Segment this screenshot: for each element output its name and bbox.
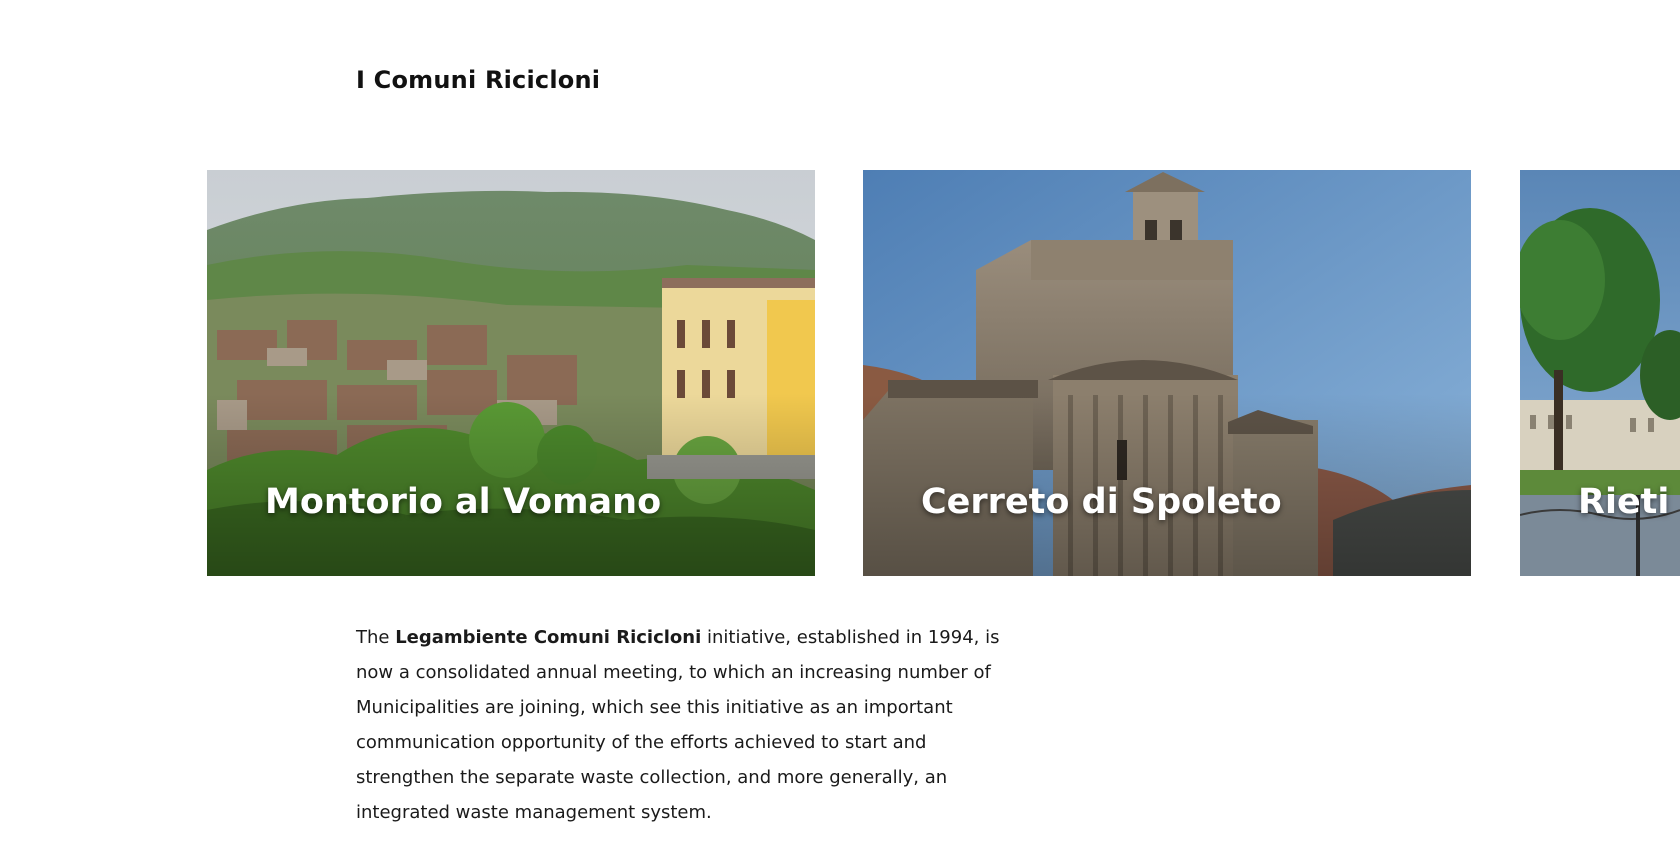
city-card-cerreto-di-spoleto[interactable]: [863, 170, 1471, 576]
intro-prefix: The: [356, 627, 396, 648]
city-card-rieti[interactable]: [1520, 170, 1680, 576]
intro-highlight: Legambiente Comuni Ricicloni: [395, 627, 702, 648]
intro-body: initiative, established in 1994, is now a consolidated annual meeting, to which an increasing number of Municipalities are joining, which see this initiative as an important communication opportunity of the efforts achieved to start and strengthen the separate waste collection, and more generally, an integrated waste management system.: [356, 627, 1000, 823]
intro-paragraph: [356, 620, 1016, 830]
city-card-title: Rieti: [1578, 482, 1670, 522]
city-card-title: Montorio al Vomano: [265, 482, 662, 522]
city-card-title: Cerreto di Spoleto: [921, 482, 1282, 522]
cities-carousel[interactable]: [0, 170, 1680, 576]
section-title: I Comuni Ricicloni: [356, 66, 601, 94]
city-card-montorio-al-vomano[interactable]: [207, 170, 815, 576]
